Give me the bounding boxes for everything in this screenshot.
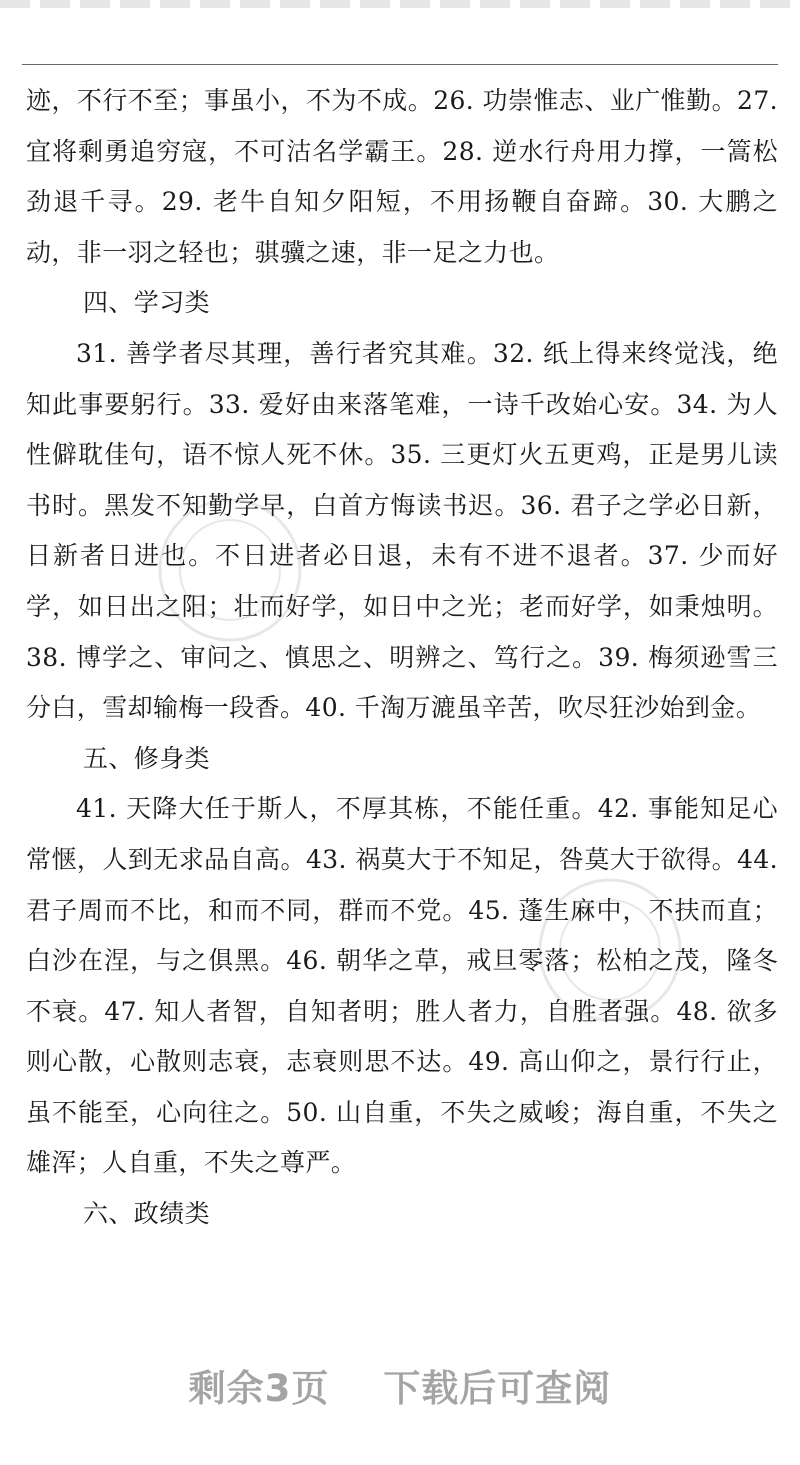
section-heading-achievements: 六、政绩类: [83, 1199, 211, 1229]
cropped-previous-line: [0, 0, 800, 8]
section-heading-self-cultivation: 五、修身类: [83, 743, 211, 773]
section-heading-study: 四、学习类: [83, 288, 211, 318]
remaining-pages-label: 剩余3页: [188, 1367, 330, 1410]
download-prompt[interactable]: [0, 1358, 800, 1412]
document-body: [26, 76, 778, 1240]
continuation-paragraph: 迹，不行不至；事虽小，不为不成。26. 功崇惟志、业广惟勤。27. 宜将剩勇追穷寇，不可沽名学霸王。28. 逆水行舟用力撑，一篙松劲退千寻。29. 老牛自知夕阳短，不用扬鞭自奋蹄。30. 大鹏之动，非一羽之轻也；骐骥之速，非一足之力也。: [26, 86, 778, 267]
download-to-view-label: 下载后可查阅: [383, 1367, 612, 1410]
section-paragraph-study: 31. 善学者尽其理，善行者究其难。32. 纸上得来终觉浅，绝知此事要躬行。33. 爱好由来落笔难，一诗千改始心安。34. 为人性僻耽佳句，语不惊人死不休。35. 三更灯火五更鸡，正是男儿读书时。黑发不知勤学早，白首方悔读书迟。36. 君子之学必日新，日新者日进也。不日进者必日退，未有不进不退者。37. 少而好学，如日出之阳；壮而好学，如日中之光；老而好学，如秉烛明。38. 博学之、审问之、慎思之、明辨之、笃行之。39. 梅须逊雪三分白，雪却输梅一段香。40. 千淘万漉虽辛苦，吹尽狂沙始到金。: [26, 338, 778, 723]
section-paragraph-self-cultivation: 41. 天降大任于斯人，不厚其栋，不能任重。42. 事能知足心常惬，人到无求品自高。43. 祸莫大于不知足，咎莫大于欲得。44. 君子周而不比，和而不同，群而不党。45. 蓬生麻中，不扶而直；白沙在涅，与之俱黑。46. 朝华之草，戒旦零落；松柏之茂，隆冬不衰。47. 知人者智，自知者明；胜人者力，自胜者强。48. 欲多则心散，心散则志衰，志衰则思不达。49. 高山仰之，景行行止，虽不能至，心向往之。50. 山自重，不失之威峻；海自重，不失之雄浑；人自重，不失之尊严。: [26, 794, 778, 1178]
header-divider: [22, 64, 778, 65]
